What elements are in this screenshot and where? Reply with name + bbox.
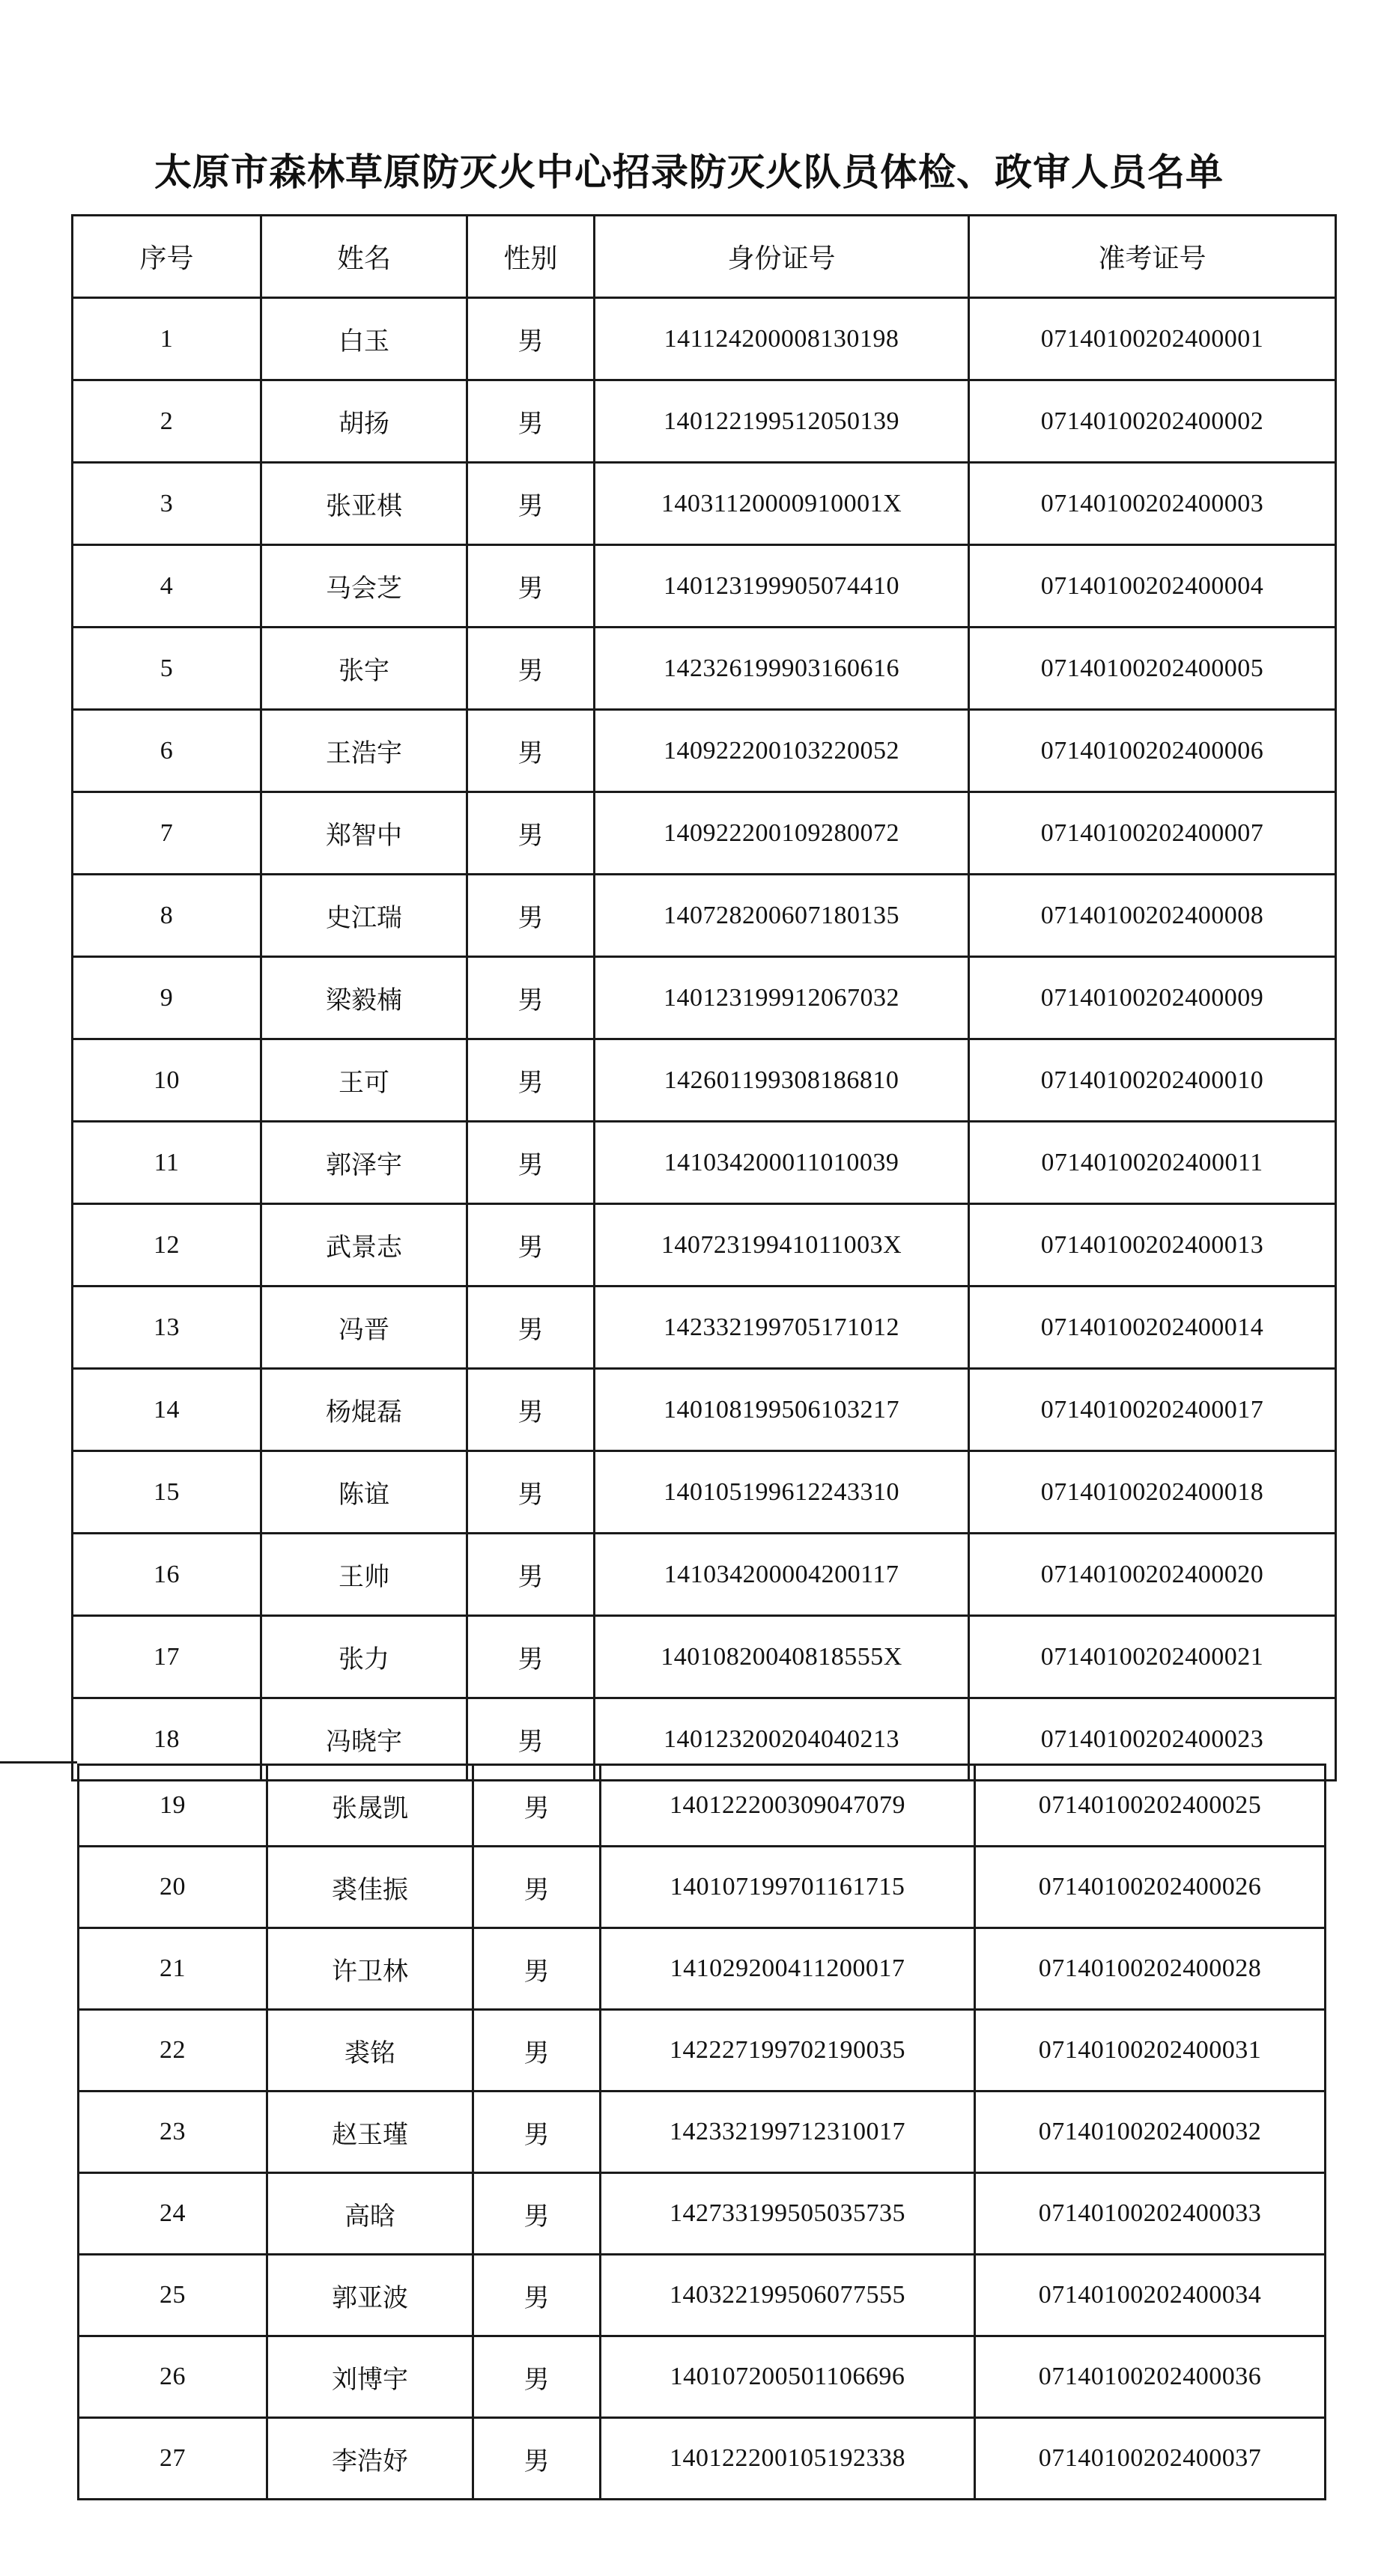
table-row <box>79 2255 1326 2336</box>
cell-id-number: 140123199912067032 <box>595 957 969 1039</box>
cell-name: 刘博宇 <box>267 2336 473 2418</box>
table-row <box>73 1204 1336 1287</box>
cell-id-number: 140105199612243310 <box>595 1451 969 1534</box>
table-row <box>73 957 1336 1039</box>
cell-name: 高晗 <box>267 2173 473 2255</box>
cell-index: 18 <box>73 1698 261 1781</box>
cell-index: 15 <box>73 1451 261 1534</box>
table-row <box>79 1928 1326 2010</box>
cell-name: 冯晓宇 <box>261 1698 467 1781</box>
cell-index: 5 <box>73 628 261 710</box>
cell-index: 27 <box>79 2418 267 2500</box>
cell-index: 14 <box>73 1369 261 1451</box>
cell-name: 马会芝 <box>261 545 467 628</box>
cell-exam-number: 07140100202400028 <box>975 1928 1326 2010</box>
cell-index: 1 <box>73 298 261 380</box>
cell-index: 25 <box>79 2255 267 2336</box>
cell-name: 王帅 <box>261 1534 467 1616</box>
cell-id-number: 140108199506103217 <box>595 1369 969 1451</box>
cell-index: 22 <box>79 2010 267 2092</box>
cell-index: 7 <box>73 792 261 875</box>
roster-table-part-1 <box>71 214 1337 1781</box>
cell-index: 10 <box>73 1039 261 1122</box>
cell-name: 赵玉瑾 <box>267 2092 473 2173</box>
cell-gender: 男 <box>467 1122 595 1204</box>
cell-gender: 男 <box>473 2092 601 2173</box>
cell-name: 王浩宇 <box>261 710 467 792</box>
cell-exam-number: 07140100202400018 <box>969 1451 1336 1534</box>
cell-gender: 男 <box>473 2173 601 2255</box>
cell-gender: 男 <box>467 1369 595 1451</box>
roster-body-part-1 <box>73 298 1336 1781</box>
cell-name: 张力 <box>261 1616 467 1698</box>
cell-exam-number: 07140100202400011 <box>969 1122 1336 1204</box>
cell-name: 许卫林 <box>267 1928 473 2010</box>
cell-gender: 男 <box>473 1928 601 2010</box>
cell-index: 26 <box>79 2336 267 2418</box>
cell-index: 23 <box>79 2092 267 2173</box>
cell-exam-number: 07140100202400003 <box>969 463 1336 545</box>
cell-index: 8 <box>73 875 261 957</box>
cell-gender: 男 <box>467 875 595 957</box>
table-row <box>79 2173 1326 2255</box>
table-row <box>73 1287 1336 1369</box>
table-row <box>73 875 1336 957</box>
table-row <box>73 792 1336 875</box>
cell-exam-number: 07140100202400034 <box>975 2255 1326 2336</box>
cell-name: 陈谊 <box>261 1451 467 1534</box>
cell-id-number: 140123199905074410 <box>595 545 969 628</box>
cell-name: 胡扬 <box>261 380 467 463</box>
cell-id-number: 142326199903160616 <box>595 628 969 710</box>
cell-id-number: 140922200103220052 <box>595 710 969 792</box>
cell-gender: 男 <box>467 298 595 380</box>
cell-index: 2 <box>73 380 261 463</box>
header-exam-number: 准考证号 <box>969 216 1336 298</box>
table-row <box>73 380 1336 463</box>
table-row <box>79 1765 1326 1847</box>
cell-name: 裘佳振 <box>267 1847 473 1928</box>
cell-gender: 男 <box>467 1534 595 1616</box>
cell-exam-number: 07140100202400032 <box>975 2092 1326 2173</box>
cell-index: 16 <box>73 1534 261 1616</box>
cell-exam-number: 07140100202400033 <box>975 2173 1326 2255</box>
cell-gender: 男 <box>467 957 595 1039</box>
cell-name: 郭泽宇 <box>261 1122 467 1204</box>
cell-exam-number: 07140100202400006 <box>969 710 1336 792</box>
table-row <box>73 298 1336 380</box>
cell-exam-number: 07140100202400025 <box>975 1765 1326 1847</box>
cell-index: 13 <box>73 1287 261 1369</box>
table-row <box>73 463 1336 545</box>
table-row <box>73 1039 1336 1122</box>
cell-exam-number: 07140100202400010 <box>969 1039 1336 1122</box>
table-row <box>79 1847 1326 1928</box>
cell-exam-number: 07140100202400013 <box>969 1204 1336 1287</box>
cell-id-number: 140122199512050139 <box>595 380 969 463</box>
cell-exam-number: 07140100202400001 <box>969 298 1336 380</box>
cell-name: 张宇 <box>261 628 467 710</box>
cell-exam-number: 07140100202400023 <box>969 1698 1336 1781</box>
cell-gender: 男 <box>467 628 595 710</box>
table-row <box>73 1369 1336 1451</box>
cell-index: 11 <box>73 1122 261 1204</box>
header-id-number: 身份证号 <box>595 216 969 298</box>
cell-exam-number: 07140100202400021 <box>969 1616 1336 1698</box>
cell-exam-number: 07140100202400008 <box>969 875 1336 957</box>
cell-exam-number: 07140100202400009 <box>969 957 1336 1039</box>
cell-index: 4 <box>73 545 261 628</box>
cell-index: 9 <box>73 957 261 1039</box>
cell-index: 21 <box>79 1928 267 2010</box>
cell-index: 17 <box>73 1616 261 1698</box>
cell-name: 李浩妤 <box>267 2418 473 2500</box>
header-gender: 性别 <box>467 216 595 298</box>
cell-name: 史江瑞 <box>261 875 467 957</box>
cell-id-number: 142332199712310017 <box>601 2092 975 2173</box>
cell-name: 郑智中 <box>261 792 467 875</box>
cell-exam-number: 07140100202400005 <box>969 628 1336 710</box>
cell-id-number: 142733199505035735 <box>601 2173 975 2255</box>
cell-exam-number: 07140100202400037 <box>975 2418 1326 2500</box>
table-row <box>73 1534 1336 1616</box>
cell-name: 张晟凯 <box>267 1765 473 1847</box>
cell-name: 郭亚波 <box>267 2255 473 2336</box>
table-row <box>73 1616 1336 1698</box>
cell-id-number: 14031120000910001X <box>595 463 969 545</box>
table-row <box>73 628 1336 710</box>
cell-id-number: 14072319941011003X <box>595 1204 969 1287</box>
roster-table-part-2 <box>77 1764 1326 2500</box>
cell-gender: 男 <box>473 2010 601 2092</box>
cell-gender: 男 <box>473 1847 601 1928</box>
cell-gender: 男 <box>473 1765 601 1847</box>
cell-id-number: 140922200109280072 <box>595 792 969 875</box>
cell-id-number: 142601199308186810 <box>595 1039 969 1122</box>
cell-gender: 男 <box>467 463 595 545</box>
cell-name: 张亚棋 <box>261 463 467 545</box>
cell-id-number: 140728200607180135 <box>595 875 969 957</box>
table-row <box>73 1122 1336 1204</box>
cell-gender: 男 <box>467 1698 595 1781</box>
cell-gender: 男 <box>467 792 595 875</box>
cell-id-number: 140107200501106696 <box>601 2336 975 2418</box>
cell-name: 梁毅楠 <box>261 957 467 1039</box>
table-header-row <box>73 216 1336 298</box>
table-row <box>73 710 1336 792</box>
cell-index: 19 <box>79 1765 267 1847</box>
cell-index: 20 <box>79 1847 267 1928</box>
cell-id-number: 141034200011010039 <box>595 1122 969 1204</box>
cell-exam-number: 07140100202400014 <box>969 1287 1336 1369</box>
cell-index: 24 <box>79 2173 267 2255</box>
table-row <box>79 2336 1326 2418</box>
cell-id-number: 140123200204040213 <box>595 1698 969 1781</box>
header-index: 序号 <box>73 216 261 298</box>
cell-name: 白玉 <box>261 298 467 380</box>
cell-id-number: 142332199705171012 <box>595 1287 969 1369</box>
cell-gender: 男 <box>473 2336 601 2418</box>
cell-exam-number: 07140100202400017 <box>969 1369 1336 1451</box>
header-name: 姓名 <box>261 216 467 298</box>
page-seam-line <box>0 1761 77 1764</box>
cell-id-number: 141034200004200117 <box>595 1534 969 1616</box>
cell-id-number: 142227199702190035 <box>601 2010 975 2092</box>
roster-body-part-2 <box>79 1765 1326 2500</box>
cell-name: 王可 <box>261 1039 467 1122</box>
cell-gender: 男 <box>467 380 595 463</box>
cell-name: 武景志 <box>261 1204 467 1287</box>
cell-id-number: 140122200105192338 <box>601 2418 975 2500</box>
cell-exam-number: 07140100202400031 <box>975 2010 1326 2092</box>
cell-index: 12 <box>73 1204 261 1287</box>
table-row <box>79 2092 1326 2173</box>
cell-gender: 男 <box>467 710 595 792</box>
cell-id-number: 140122200309047079 <box>601 1765 975 1847</box>
cell-gender: 男 <box>467 1039 595 1122</box>
cell-name: 裘铭 <box>267 2010 473 2092</box>
cell-exam-number: 07140100202400002 <box>969 380 1336 463</box>
cell-gender: 男 <box>473 2255 601 2336</box>
cell-id-number: 14010820040818555X <box>595 1616 969 1698</box>
cell-gender: 男 <box>467 1616 595 1698</box>
page-title: 太原市森林草原防灭火中心招录防灭火队员体检、政审人员名单 <box>154 150 1224 194</box>
cell-gender: 男 <box>467 1451 595 1534</box>
cell-gender: 男 <box>473 2418 601 2500</box>
cell-name: 杨焜磊 <box>261 1369 467 1451</box>
cell-exam-number: 07140100202400036 <box>975 2336 1326 2418</box>
table-row <box>79 2418 1326 2500</box>
cell-gender: 男 <box>467 1287 595 1369</box>
cell-id-number: 140322199506077555 <box>601 2255 975 2336</box>
cell-id-number: 140107199701161715 <box>601 1847 975 1928</box>
table-row <box>73 1451 1336 1534</box>
cell-index: 3 <box>73 463 261 545</box>
cell-id-number: 141029200411200017 <box>601 1928 975 2010</box>
cell-exam-number: 07140100202400007 <box>969 792 1336 875</box>
cell-name: 冯晋 <box>261 1287 467 1369</box>
cell-exam-number: 07140100202400026 <box>975 1847 1326 1928</box>
table-row <box>73 545 1336 628</box>
cell-exam-number: 07140100202400004 <box>969 545 1336 628</box>
cell-gender: 男 <box>467 545 595 628</box>
table-row <box>79 2010 1326 2092</box>
cell-index: 6 <box>73 710 261 792</box>
cell-gender: 男 <box>467 1204 595 1287</box>
cell-exam-number: 07140100202400020 <box>969 1534 1336 1616</box>
cell-id-number: 141124200008130198 <box>595 298 969 380</box>
